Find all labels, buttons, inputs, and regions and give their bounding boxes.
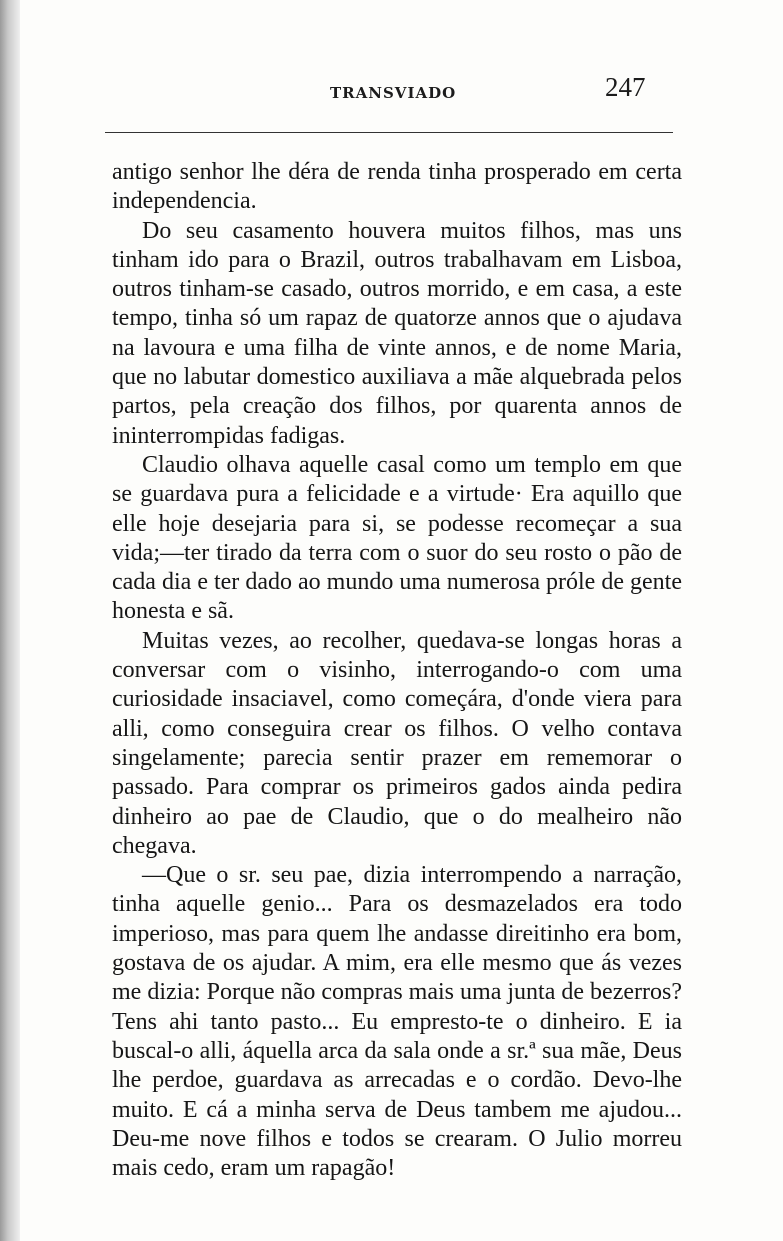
page-number: 247: [605, 72, 646, 102]
running-head: TRANSVIADO: [330, 84, 457, 102]
body-text: [112, 158, 682, 1183]
paragraph-conversations: Muitas vezes, ao recolher, quedava-se longas horas a conversar com o visinho, interrogando-o com uma curiosidade insaciavel, como começára, d'onde viera para alli, como conseguira crear os filhos. O velho contava singelamente; parecia sentir prazer em rememorar o passado. Para comprar os primeiros gados ainda pedira dinheiro ao pae de Claudio, que o do mealheiro não chegava.: [112, 627, 682, 859]
paragraph-claudio: Claudio olhava aquelle casal como um templo em que se guardava pura a felicidade e a virtude· Era aquillo que elle hoje desejaria para si, se podesse recomeçar a sua vida;—ter tirado da terra com o suor do seu rosto o pão de cada dia e ter dado ao mundo uma numerosa próle de gente honesta e sã.: [112, 451, 682, 625]
paragraph-continuation: antigo senhor lhe déra de renda tinha prosperado em certa independencia.: [112, 159, 682, 215]
paragraph-family: Do seu casamento houvera muitos filhos, mas uns tinham ido para o Brazil, outros trabalhavam em Lisboa, outros tinham-se casado, outros morrido, e em casa, a este tempo, tinha só um rapaz de quatorze annos que o ajudava na lavoura e uma filha de vinte annos, e de nome Maria, que no labutar domestico auxiliava a mãe alquebrada pelos partos, pela creação dos filhos, por quarenta annos de ininterrompidas fadigas.: [112, 217, 682, 449]
paragraph-dialogue: —Que o sr. seu pae, dizia interrompendo a narração, tinha aquelle genio... Para os desmazelados era todo imperioso, mas para quem lhe andasse direitinho era bom, gostava de os ajudar. A mim, era elle mesmo que ás vezes me dizia: Porque não compras mais uma junta de bezerros? Tens ahi tanto pasto... Eu empresto-te o dinheiro. E ia buscal-o alli, áquella arca da sala onde a sr.ª sua mãe, Deus lhe perdoe, guardava as arrecadas e o cordão. Devo-lhe muito. E cá a minha serva de Deus tambem me ajudou... Deu-me nove filhos e todos se crearam. O Julio morreu mais cedo, eram um rapagão!: [112, 862, 682, 1182]
book-binding-edge: [0, 0, 20, 1241]
header-rule: [105, 132, 673, 133]
